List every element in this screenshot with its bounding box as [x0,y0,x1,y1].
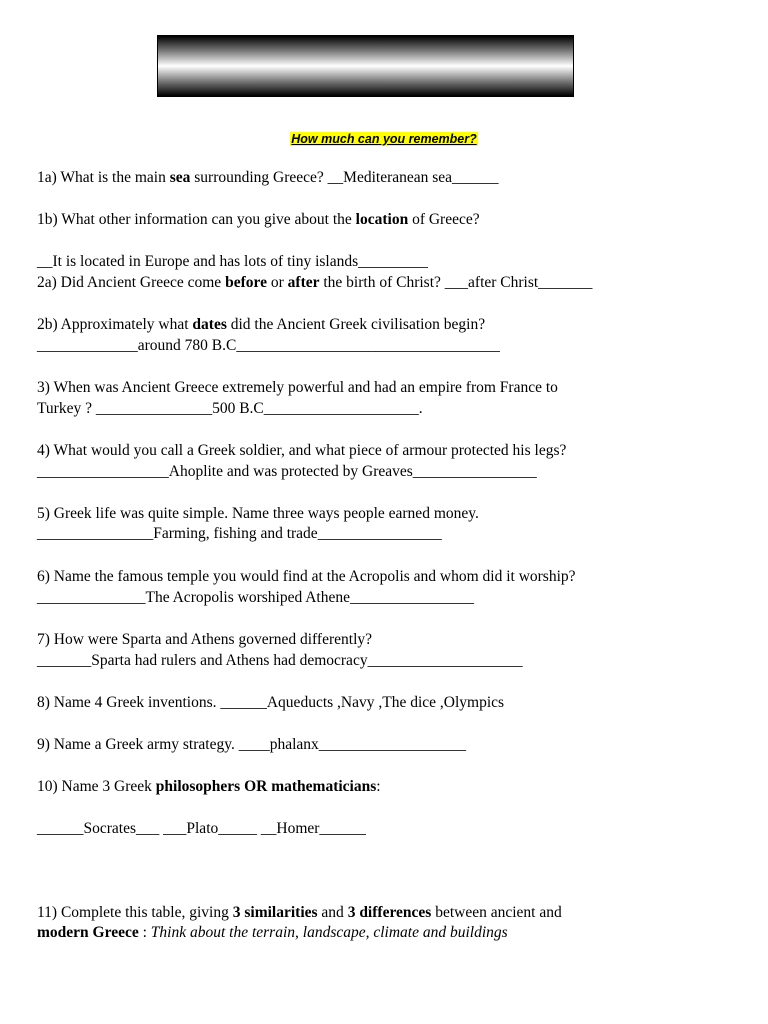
answer-2b: _____________around 780 B.C__________________________________ [37,337,500,354]
question-11: 11) Complete this table, giving 3 similarities and 3 differences between ancient and [37,904,562,921]
answer-6: ______________The Acropolis worshiped Athene________________ [37,589,474,606]
worksheet-subtitle: How much can you remember? [291,132,477,146]
answer-7: _______Sparta had rulers and Athens had democracy____________________ [37,652,523,669]
question-2b: 2b) Approximately what dates did the Ancient Greek civilisation begin? [37,316,486,333]
question-8: 8) Name 4 Greek inventions. ______Aqueducts ,Navy ,The dice ,Olympics [37,694,505,711]
question-5: 5) Greek life was quite simple. Name three ways people earned money. [37,505,479,522]
answer-1b: __It is located in Europe and has lots of tiny islands_________ [37,253,428,270]
question-4: 4) What would you call a Greek soldier, and what piece of armour protected his legs? [37,442,567,459]
question-2a: 2a) Did Ancient Greece come before or after the birth of Christ? ___after Christ_______ [37,274,593,291]
question-7: 7) How were Sparta and Athens governed differently? [37,631,373,648]
question-1a: 1a) What is the main sea surrounding Greece? __Mediteranean sea______ [37,169,499,186]
question-3: 3) When was Ancient Greece extremely powerful and had an empire from France to [37,379,558,396]
answer-10: ______Socrates___ ___Plato_____ __Homer______ [37,820,366,837]
answer-3: Turkey ? _______________500 B.C____________________. [37,400,423,417]
answer-4: _________________Ahoplite and was protected by Greaves________________ [37,463,537,480]
question-10: 10) Name 3 Greek philosophers OR mathematicians: [37,778,381,795]
question-9: 9) Name a Greek army strategy. ____phalanx___________________ [37,736,467,753]
question-11-continued: modern Greece : Think about the terrain, landscape, climate and buildings [37,924,508,941]
question-6: 6) Name the famous temple you would find at the Acropolis and whom did it worship? [37,568,576,585]
title-banner [157,35,574,97]
question-1b: 1b) What other information can you give about the location of Greece? [37,211,480,228]
answer-5: _______________Farming, fishing and trade________________ [37,525,442,542]
